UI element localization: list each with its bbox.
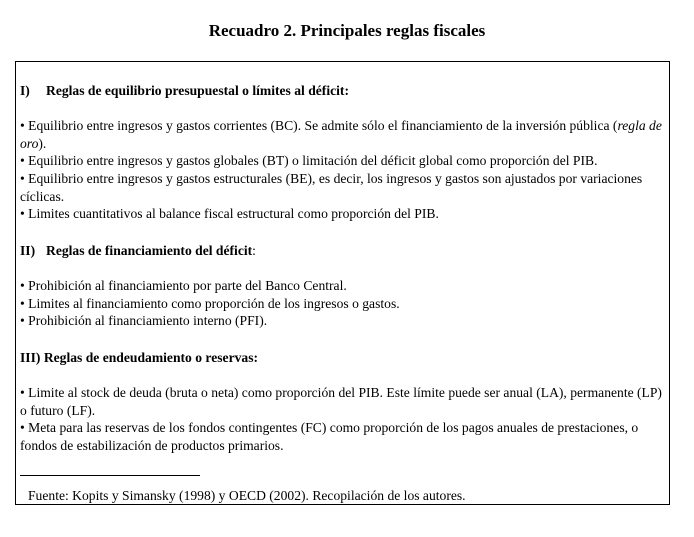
list-item: • Prohibición al financiamiento interno (PFI). [20,313,268,329]
section-title: Reglas de financiamiento del déficit [46,242,253,258]
section-title: Reglas de equilibrio presupuestal o límites al déficit [46,83,345,98]
section-heading-endeudamiento: III) Reglas de endeudamiento o reservas: [20,349,259,365]
section-title: Reglas de endeudamiento o reservas [43,349,254,365]
list-item: • Limites cuantitativos al balance fiscal estructural como proporción del PIB. [20,206,439,222]
fiscal-rules-box [15,61,670,505]
list-item: • Equilibrio entre ingresos y gastos globales (BT) o limitación del déficit global como proporción del PIB. [20,153,598,169]
box-title: Recuadro 2. Principales reglas fiscales [208,21,486,40]
section-heading-financiamiento: II) Reglas de financiamiento del déficit: [20,242,256,258]
italic-term: regla de oro [20,118,662,151]
section-number: III) [20,349,41,365]
section-heading-equilibrio: I) Reglas de equilibrio presupuestal o límites al déficit: [20,83,349,98]
list-item: • Equilibrio entre ingresos y gastos estructurales (BE), es decir, los ingresos y gastos son ajustados por variaciones cíclicas. [20,170,643,204]
section-number: I) [20,83,30,98]
list-item: • Equilibrio entre ingresos y gastos corrientes (BC). Se admite sólo el financiamiento de la inversión pública (regla de oro). [20,118,662,151]
list-item: • Prohibición al financiamiento por parte del Banco Central. [20,277,347,293]
box-content [20,82,670,454]
source-note: Fuente: Kopits y Simansky (1998) y OECD (2002). Recopilación de los autores. [28,488,466,503]
list-item: • Limites al financiamiento como proporción de los ingresos o gastos. [20,295,400,311]
list-item: • Limite al stock de deuda (bruta o neta) como proporción del PIB. Este límite puede ser anual (LA), permanente (LP) o futuro (LF). [20,384,662,418]
section-number: II) [20,242,36,258]
list-item: • Meta para las reservas de los fondos contingentes (FC) como proporción de los pagos anuales de prestaciones, o fondos de estabilización de productos primarios. [20,420,639,453]
footnote-divider [20,475,200,476]
